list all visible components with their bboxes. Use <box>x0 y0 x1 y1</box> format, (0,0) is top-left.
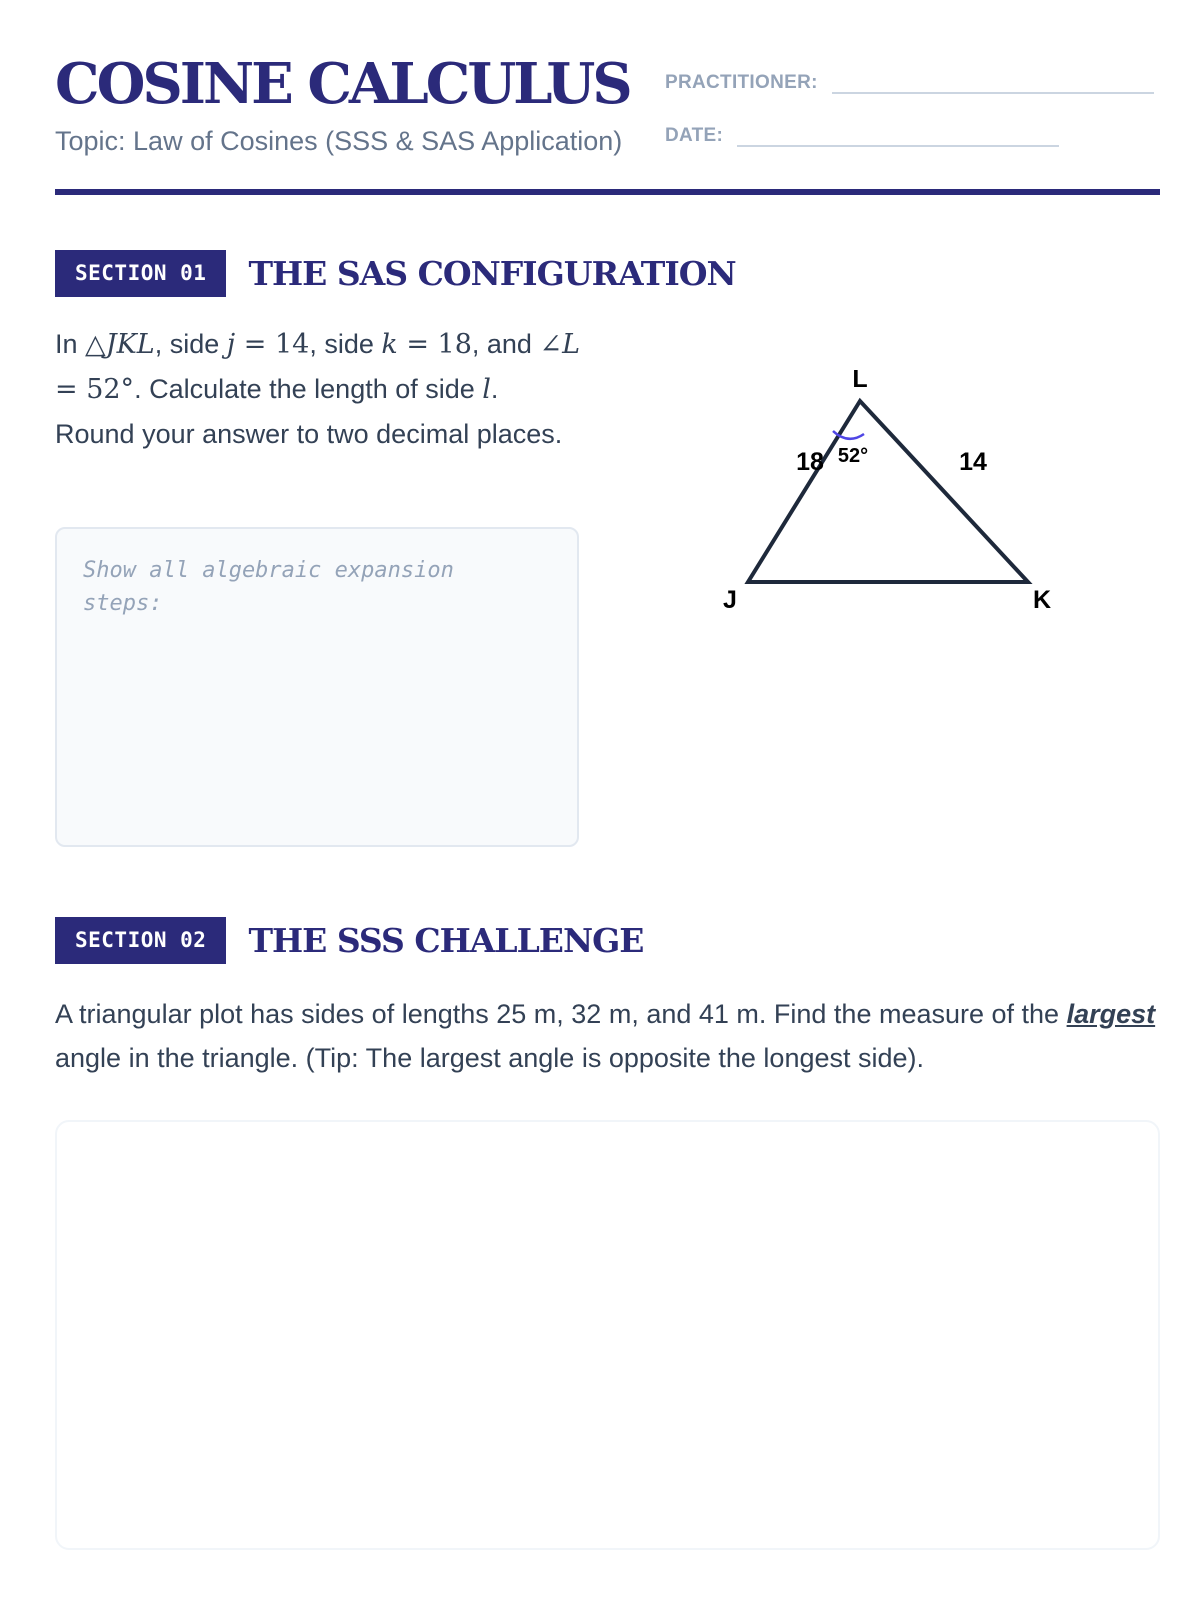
worksheet-topic: Topic: Law of Cosines (SSS & SAS Application) <box>55 126 623 156</box>
vertex-label-l: L <box>852 370 868 393</box>
header-divider <box>55 189 1160 195</box>
problem-text-fragment: . Round your answer to two decimal places. <box>55 374 563 449</box>
triangle-jkl-diagram <box>720 370 1160 640</box>
section-01-problem-text <box>55 322 585 456</box>
date-line[interactable] <box>737 115 1059 147</box>
math-value: = 14 <box>235 329 310 360</box>
section-02-badge: SECTION 02 <box>55 917 226 964</box>
angle-label-52: 52° <box>837 445 869 467</box>
math-variable-k: k <box>381 329 398 360</box>
section-01-badge: SECTION 01 <box>55 250 226 297</box>
emphasized-word: largest <box>1066 999 1156 1029</box>
section-01-header <box>55 250 736 297</box>
section-02-problem-text <box>55 992 1160 1080</box>
worksheet-title: COSINE CALCULUS <box>55 51 630 117</box>
problem-text-fragment: , side <box>154 329 227 359</box>
date-label: DATE: <box>665 125 724 146</box>
date-field <box>665 115 1059 147</box>
math-value: = 52° <box>55 374 135 405</box>
practitioner-line[interactable] <box>832 62 1154 94</box>
math-variable-l: l <box>482 374 491 405</box>
vertex-label-k: K <box>1032 586 1052 614</box>
triangle-outline <box>748 401 1028 582</box>
problem-text-fragment: , side <box>309 329 382 359</box>
section-02-title: THE SSS CHALLENGE <box>248 921 644 960</box>
practitioner-label: PRACTITIONER: <box>665 72 818 93</box>
side-label-18: 18 <box>796 448 824 476</box>
worksheet-header <box>55 0 1160 195</box>
math-variable-j: j <box>226 329 236 360</box>
section-02-work-area[interactable] <box>55 1120 1160 1550</box>
problem-text-fragment: A triangular plot has sides of lengths 25 m, 32 m, and 41 m. Find the measure of the <box>55 999 1067 1029</box>
work-area-prompt: Show all algebraic expansion steps: <box>83 558 454 616</box>
section-01-work-area[interactable] <box>55 527 579 847</box>
triangle-symbol: △JKL <box>85 329 155 360</box>
section-02-header <box>55 917 643 964</box>
section-01-title: THE SAS CONFIGURATION <box>248 254 736 293</box>
problem-text-fragment: , and <box>471 329 540 359</box>
problem-text-fragment: . Calculate the length of side <box>134 374 483 404</box>
side-label-14: 14 <box>959 448 987 476</box>
practitioner-field <box>665 62 1154 94</box>
problem-text-fragment: angle in the triangle. (Tip: The largest angle is opposite the longest side). <box>55 1043 925 1073</box>
worksheet-page <box>55 0 1160 1600</box>
problem-text-fragment: In <box>55 329 86 359</box>
vertex-label-j: J <box>723 586 737 614</box>
math-value: = 18 <box>397 329 472 360</box>
math-angle-l: ∠L <box>539 329 581 360</box>
